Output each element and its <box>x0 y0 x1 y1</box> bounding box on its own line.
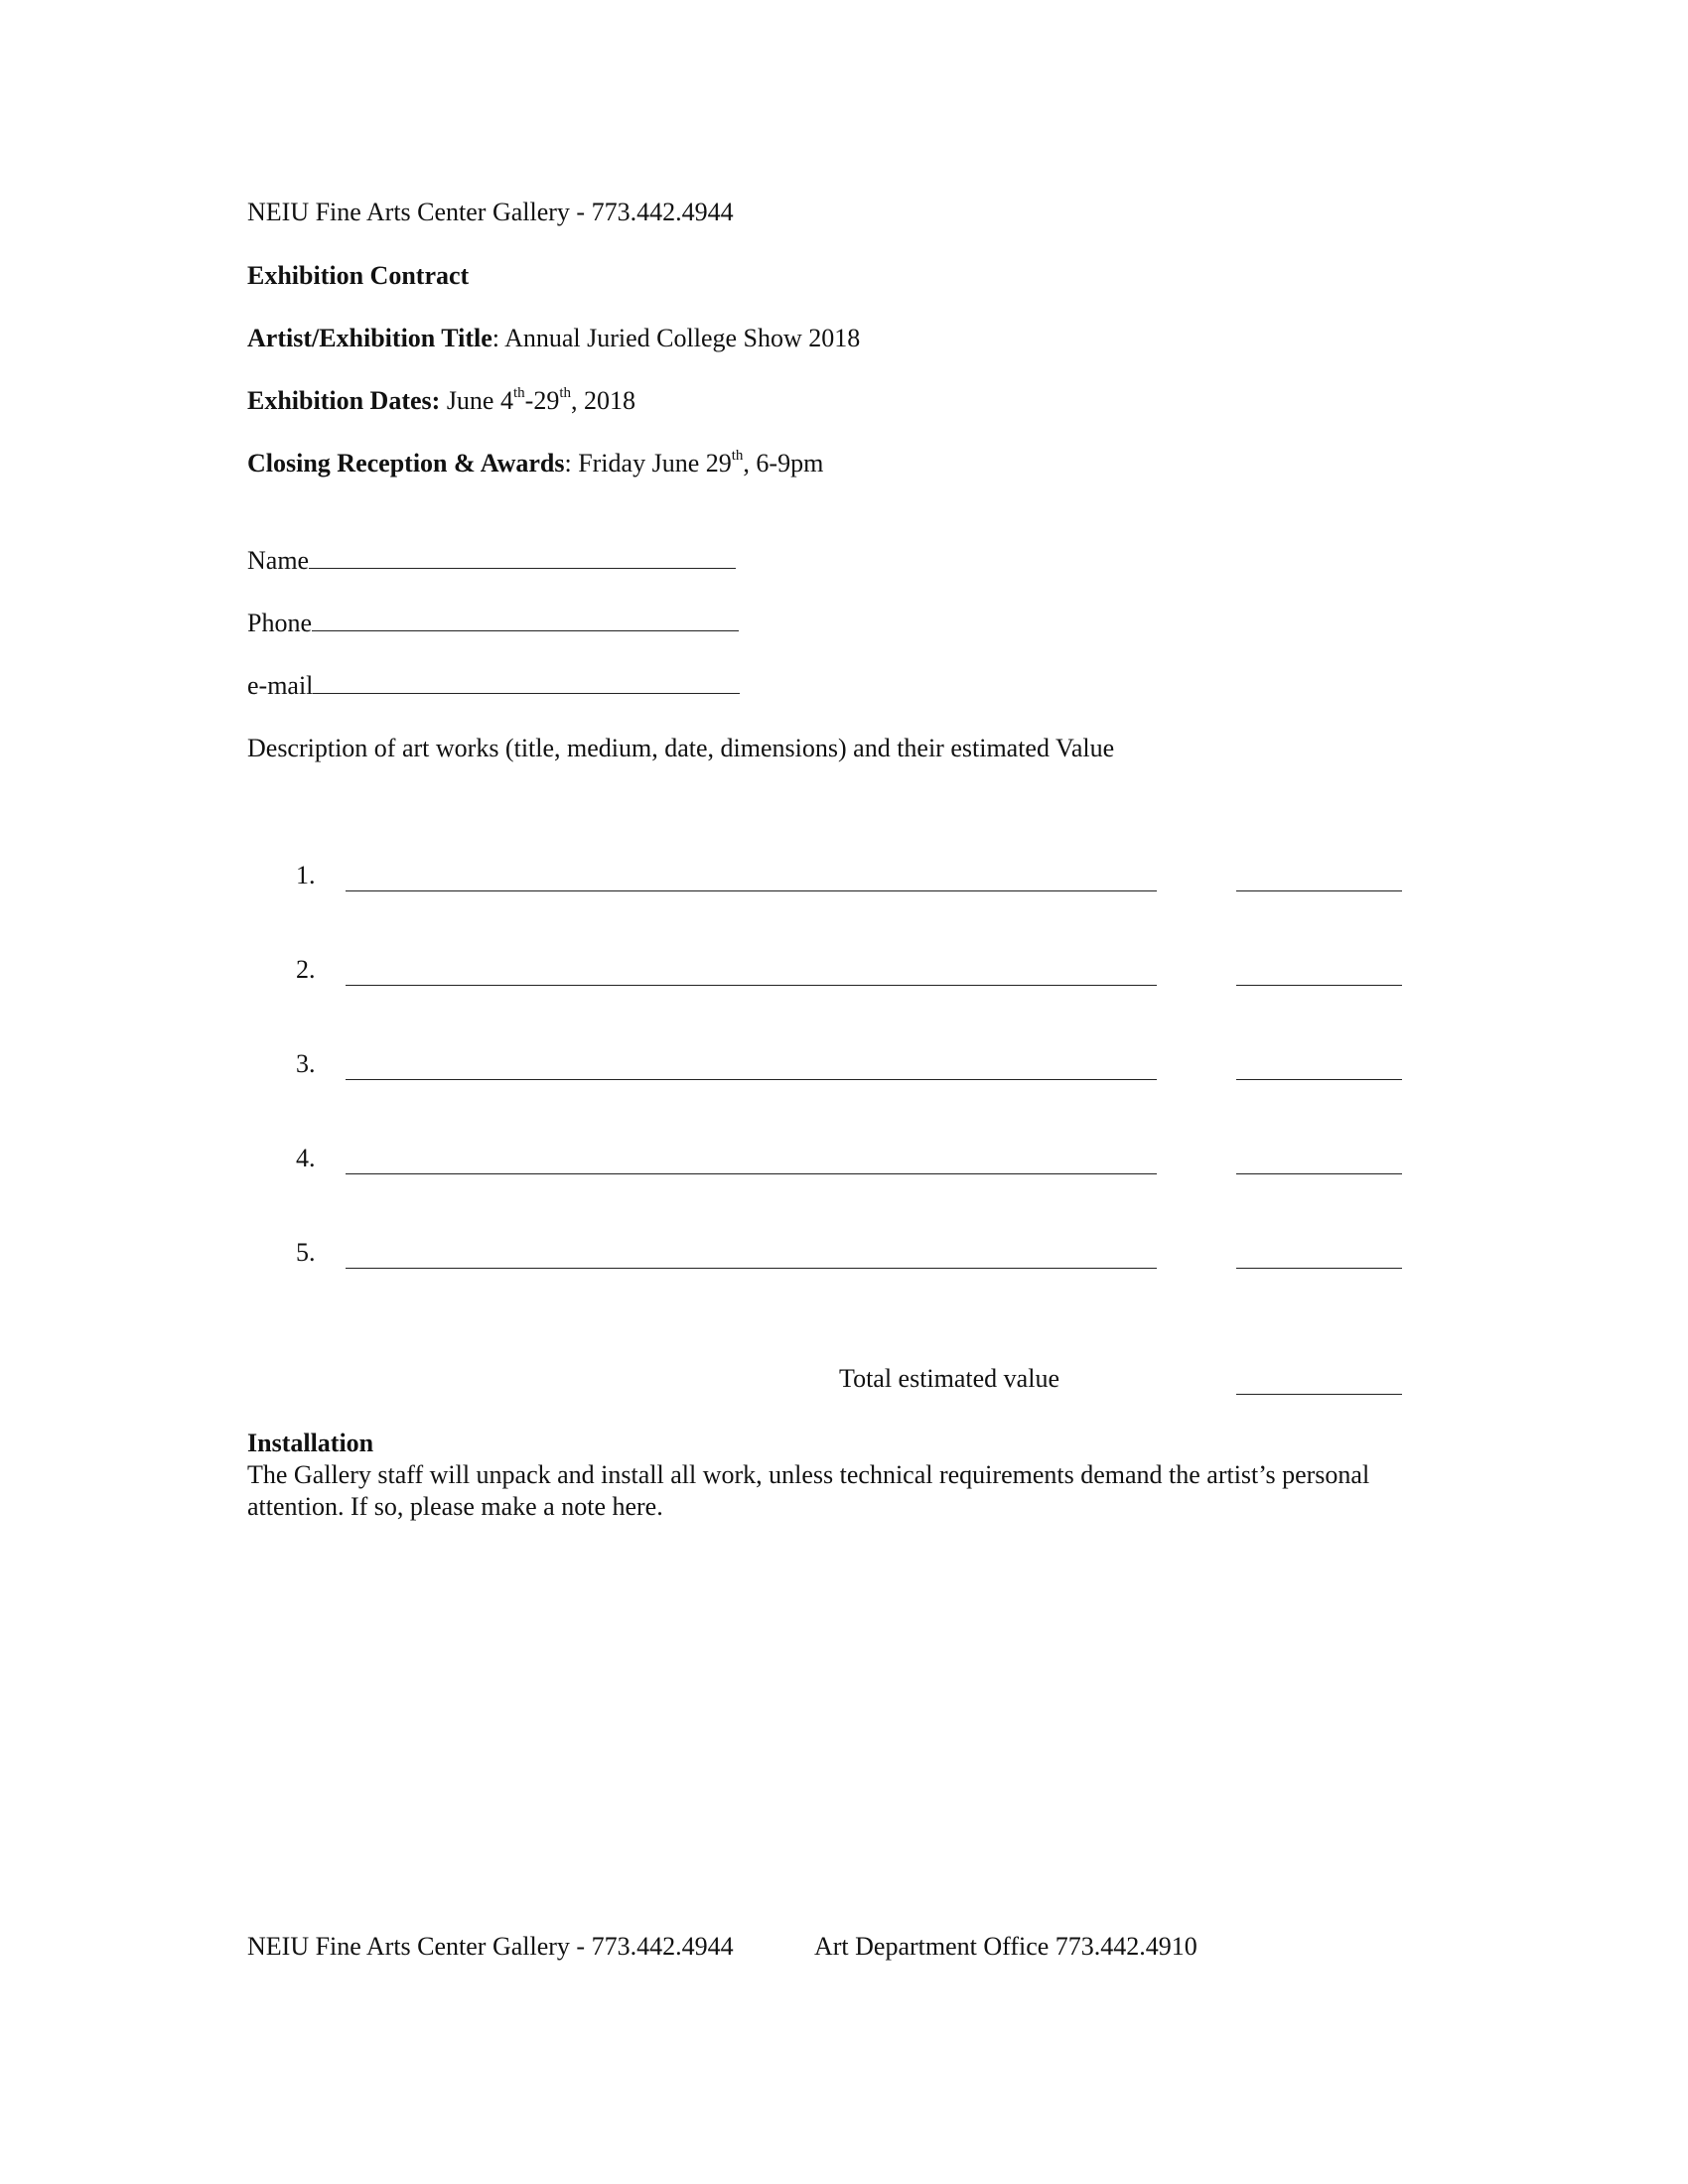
artworks-description: Description of art works (title, medium, date, dimensions) and their estimated Value <box>247 734 1115 762</box>
phone-field[interactable] <box>312 609 739 631</box>
artwork-description-line-1[interactable] <box>346 890 1157 891</box>
reception-sup: th <box>731 448 744 465</box>
contract-title: Exhibition Contract <box>247 261 470 290</box>
reception-label: Closing Reception & Awards <box>247 449 565 478</box>
name-field[interactable] <box>309 546 736 569</box>
exhibition-dates-line <box>247 385 635 417</box>
artwork-number-3: 3. <box>296 1049 316 1078</box>
footer-office: Art Department Office 773.442.4910 <box>814 1932 1197 1961</box>
email-field-row <box>247 670 740 702</box>
reception-value-1: : Friday June 29 <box>564 449 732 478</box>
dates-value-3: , 2018 <box>571 386 635 415</box>
header-gallery-line: NEIU Fine Arts Center Gallery - 773.442.4944 <box>247 198 734 226</box>
dates-sup-2: th <box>559 385 571 402</box>
artwork-value-line-5[interactable] <box>1236 1268 1402 1269</box>
artwork-number-2: 2. <box>296 955 316 984</box>
artwork-value-line-3[interactable] <box>1236 1079 1402 1080</box>
artwork-number-4: 4. <box>296 1144 316 1172</box>
dates-label: Exhibition Dates: <box>247 386 441 415</box>
artwork-number-5: 5. <box>296 1238 316 1267</box>
dates-value-1: June 4 <box>440 386 513 415</box>
phone-field-row <box>247 608 739 639</box>
closing-reception-line <box>247 448 823 479</box>
artwork-description-line-5[interactable] <box>346 1268 1157 1269</box>
total-value-line[interactable] <box>1236 1394 1402 1395</box>
installation-heading: Installation <box>247 1429 374 1457</box>
name-field-row <box>247 545 736 577</box>
artwork-value-line-1[interactable] <box>1236 890 1402 891</box>
artist-title-label: Artist/Exhibition Title <box>247 324 492 352</box>
artwork-number-1: 1. <box>296 861 316 889</box>
name-label: Name <box>247 546 310 575</box>
reception-value-2: , 6-9pm <box>743 449 824 478</box>
artwork-description-line-4[interactable] <box>346 1173 1157 1174</box>
installation-text: The Gallery staff will unpack and install all work, unless technical requirements demand the artist’s personal attention. If so, please make a note here. <box>247 1460 1370 1521</box>
artwork-description-line-3[interactable] <box>346 1079 1157 1080</box>
dates-value-2: -29 <box>524 386 560 415</box>
phone-label: Phone <box>247 609 312 637</box>
email-label: e-mail <box>247 671 314 700</box>
artwork-description-line-2[interactable] <box>346 985 1157 986</box>
total-estimated-label: Total estimated value <box>839 1364 1059 1393</box>
artist-title-line <box>247 323 860 354</box>
artwork-value-line-4[interactable] <box>1236 1173 1402 1174</box>
footer-gallery: NEIU Fine Arts Center Gallery - 773.442.4944 <box>247 1932 734 1961</box>
dates-sup-1: th <box>512 385 525 402</box>
artist-title-value: : Annual Juried College Show 2018 <box>492 324 861 352</box>
artwork-value-line-2[interactable] <box>1236 985 1402 986</box>
email-field[interactable] <box>313 671 740 694</box>
